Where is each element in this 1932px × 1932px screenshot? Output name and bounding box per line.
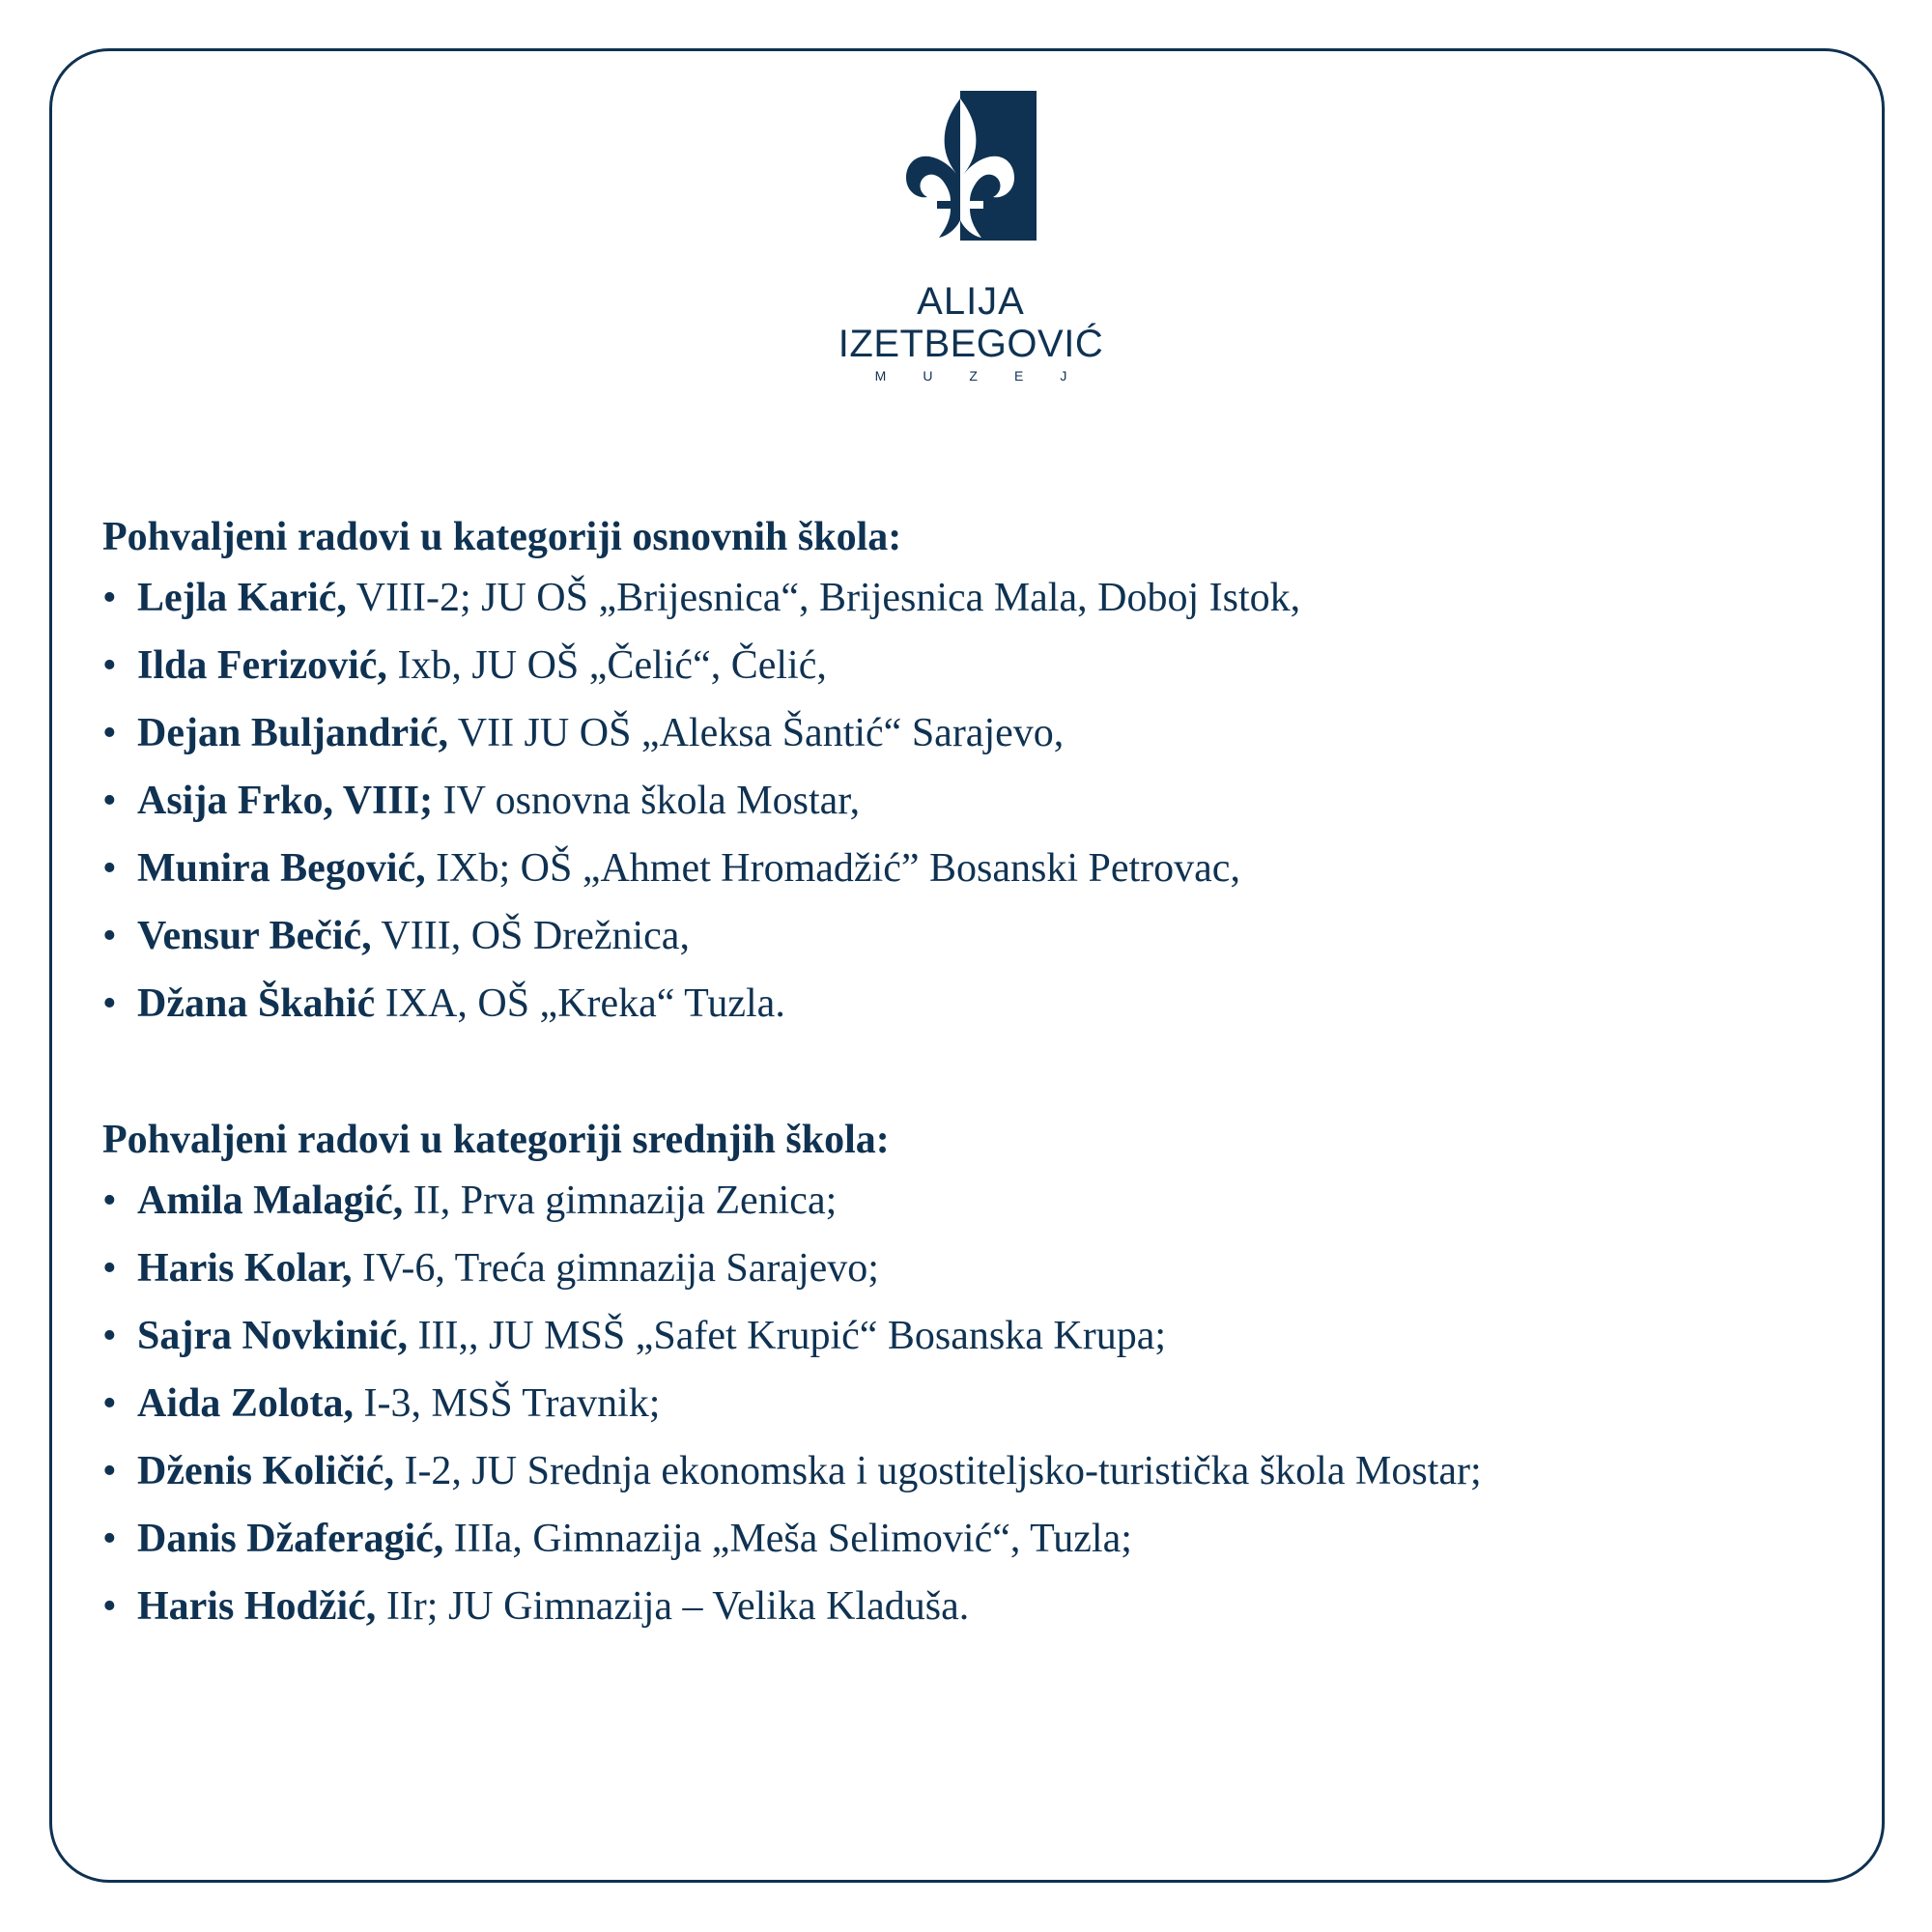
list-item [102, 767, 1870, 835]
list-item [102, 1370, 1870, 1437]
student-name: Munira Begović, [137, 846, 426, 891]
list-item [102, 699, 1870, 767]
list-item [102, 632, 1870, 699]
list-item [102, 1505, 1870, 1573]
student-details: IV osnovna škola Mostar, [433, 779, 861, 823]
logo-line-alija: ALIJA [917, 280, 1025, 323]
student-name: Lejla Karić, [137, 576, 347, 620]
student-details: IXb; OŠ „Ahmet Hromadžić” Bosanski Petrovac, [425, 846, 1240, 891]
museum-logo-text [807, 280, 1135, 386]
bullet-icon: • [102, 1584, 117, 1629]
bullet-icon: • [102, 1449, 117, 1493]
bullet-icon: • [102, 576, 117, 620]
secondary-schools-list [102, 1167, 1870, 1640]
student-details: IIIa, Gimnazija „Meša Selimović“, Tuzla; [443, 1517, 1132, 1561]
list-item [102, 1302, 1870, 1370]
student-details: IXA, OŠ „Kreka“ Tuzla. [375, 981, 785, 1026]
bullet-icon: • [102, 1246, 117, 1291]
bullet-icon: • [102, 643, 117, 688]
student-name: Vensur Bečić, [137, 914, 372, 958]
student-name: Sajra Novkinić, [137, 1314, 409, 1358]
student-name: Aida Zolota, [137, 1381, 355, 1426]
student-details: VIII-2; JU OŠ „Brijesnica“, Brijesnica Mala, Doboj Istok, [346, 576, 1301, 620]
list-item [102, 1573, 1870, 1640]
list-item [102, 1167, 1870, 1235]
student-details: Ixb, JU OŠ „Čelić“, Čelić, [386, 643, 827, 688]
student-name: Haris Kolar, [137, 1246, 353, 1291]
student-name: Danis Džaferagić, [137, 1517, 444, 1561]
student-details: II, Prva gimnazija Zenica; [403, 1179, 838, 1223]
student-details: III,, JU MSŠ „Safet Krupić“ Bosanska Krupa; [408, 1314, 1167, 1358]
bullet-icon: • [102, 1179, 117, 1223]
fleur-de-lis-icon [906, 91, 1037, 241]
student-details: IV-6, Treća gimnazija Sarajevo; [352, 1246, 879, 1291]
student-name: Haris Hodžić, [137, 1584, 377, 1629]
student-details: VIII, OŠ Drežnica, [371, 914, 690, 958]
student-name: Džana Škahić [137, 981, 376, 1026]
bullet-icon: • [102, 1314, 117, 1358]
bullet-icon: • [102, 914, 117, 958]
student-name: Asija Frko, VIII; [137, 779, 434, 823]
logo-line-izetbegovic: IZETBEGOVIĆ [838, 323, 1104, 365]
primary-schools-heading: Pohvaljeni radovi u kategoriji osnovnih škola: [102, 515, 902, 559]
list-item [102, 970, 1870, 1037]
student-details: I-3, MSŠ Travnik; [354, 1381, 661, 1426]
student-details: I-2, JU Srednja ekonomska i ugostiteljsko-turistička škola Mostar; [393, 1449, 1482, 1493]
secondary-schools-heading: Pohvaljeni radovi u kategoriji srednjih škola: [102, 1118, 890, 1162]
commendations-content [102, 510, 1870, 1640]
student-name: Ilda Ferizović, [137, 643, 387, 688]
bullet-icon: • [102, 779, 117, 823]
list-item [102, 1235, 1870, 1302]
list-item [102, 835, 1870, 902]
primary-schools-list [102, 564, 1870, 1037]
bullet-icon: • [102, 1381, 117, 1426]
student-name: Dženis Količić, [137, 1449, 394, 1493]
student-details: IIr; JU Gimnazija – Velika Kladuša. [376, 1584, 970, 1629]
student-name: Amila Malagić, [137, 1179, 404, 1223]
student-name: Dejan Buljandrić, [137, 711, 449, 755]
student-details: VII JU OŠ „Aleksa Šantić“ Sarajevo, [448, 711, 1065, 755]
list-item [102, 1437, 1870, 1505]
logo-line-muzej: MUZEJ [874, 368, 1104, 384]
bullet-icon: • [102, 711, 117, 755]
bullet-icon: • [102, 846, 117, 891]
bullet-icon: • [102, 981, 117, 1026]
list-item [102, 564, 1870, 632]
bullet-icon: • [102, 1517, 117, 1561]
list-item [102, 902, 1870, 970]
